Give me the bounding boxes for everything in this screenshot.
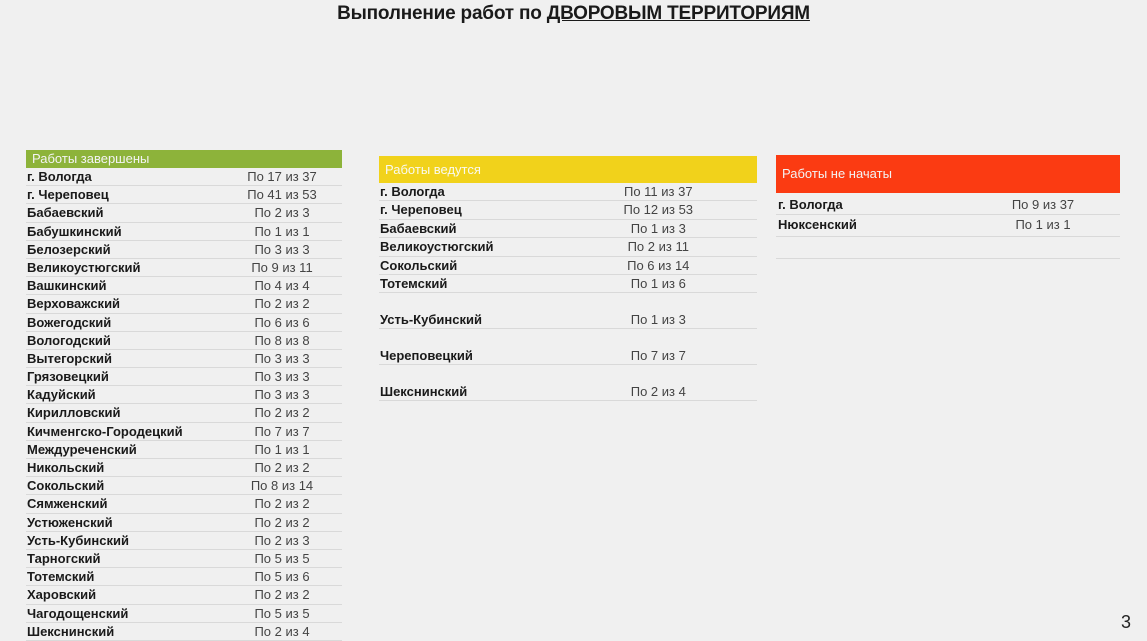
progress-value: По 7 из 7: [630, 348, 686, 364]
progress-value: По 2 из 4: [630, 384, 686, 400]
table-row: [26, 223, 342, 241]
table-row: [26, 259, 342, 277]
progress-value: По 5 из 6: [254, 569, 310, 585]
progress-value: По 3 из 3: [254, 241, 310, 257]
table-row: [26, 605, 342, 623]
progress-value: По 3 из 3: [254, 350, 310, 366]
table-row: [26, 386, 342, 404]
table-row: [379, 220, 757, 238]
table-row: [26, 350, 342, 368]
district-name: Вологодский: [27, 332, 111, 348]
progress-value: По 2 из 2: [254, 587, 310, 603]
district-name: Великоустюгский: [27, 259, 141, 275]
district-name: Вожегодский: [27, 314, 112, 330]
progress-value: По 5 из 5: [254, 550, 310, 566]
not-started-rows: [776, 193, 1120, 259]
table-row: [26, 332, 342, 350]
table-row: [26, 404, 342, 422]
district-name: Тотемский: [27, 569, 95, 585]
title-prefix: Выполнение работ по: [337, 3, 547, 24]
table-row: [379, 183, 757, 201]
table-row: [26, 441, 342, 459]
progress-value: По 9 из 11: [251, 259, 313, 275]
district-name: Устюженский: [27, 514, 113, 530]
progress-value: По 4 из 4: [254, 278, 310, 294]
progress-value: По 3 из 3: [254, 387, 310, 403]
completed-rows: [26, 168, 342, 641]
progress-value: По 2 из 2: [254, 514, 310, 530]
progress-value: По 6 из 6: [254, 314, 310, 330]
in-progress-header: Работы ведутся: [379, 156, 757, 183]
progress-value: По 1 из 3: [630, 312, 686, 328]
district-name: Шекснинский: [380, 384, 468, 400]
progress-value: По 2 из 4: [254, 623, 310, 639]
progress-value: По 1 из 3: [630, 220, 686, 236]
district-name: Верховажский: [27, 296, 121, 312]
district-name: Тотемский: [380, 275, 448, 291]
progress-value: По 2 из 3: [254, 205, 310, 221]
district-name: Череповецкий: [380, 348, 473, 364]
district-name: Усть-Кубинский: [27, 532, 129, 548]
table-row: [26, 459, 342, 477]
district-name: Сокольский: [27, 478, 105, 494]
table-row: [26, 241, 342, 259]
progress-value: По 8 из 8: [254, 332, 310, 348]
district-name: Бабаевский: [380, 220, 457, 236]
district-name: г. Череповец: [380, 202, 462, 218]
table-row: [26, 514, 342, 532]
progress-value: По 41 из 53: [247, 187, 317, 203]
district-name: г. Вологда: [778, 197, 843, 212]
table-row: [379, 201, 757, 219]
district-name: Чагодощенский: [27, 605, 129, 621]
table-row: [379, 275, 757, 293]
district-name: Кирилловский: [27, 405, 121, 421]
table-row: [26, 186, 342, 204]
district-name: г. Вологда: [27, 169, 92, 184]
district-name: Нюксенский: [778, 217, 857, 232]
table-row: [26, 623, 342, 641]
not-started-header: Работы не начаты: [776, 155, 1120, 193]
district-name: Кичменгско-Городецкий: [27, 423, 183, 439]
table-row: [26, 477, 342, 495]
district-name: Вашкинский: [27, 278, 107, 294]
district-name: Сокольский: [380, 257, 458, 273]
in-progress-panel: [379, 156, 757, 401]
progress-value: По 3 из 3: [254, 369, 310, 385]
progress-value: По 7 из 7: [254, 423, 310, 439]
progress-value: По 1 из 6: [630, 275, 686, 291]
district-name: Сямженский: [27, 496, 108, 512]
progress-value: По 2 из 2: [254, 296, 310, 312]
district-name: Междуреченский: [27, 441, 137, 457]
district-name: Усть-Кубинский: [380, 312, 482, 328]
district-name: г. Вологда: [380, 184, 445, 199]
progress-value: По 6 из 14: [627, 257, 690, 273]
progress-value: По 8 из 14: [250, 478, 314, 494]
table-row: [379, 329, 757, 365]
table-row: [26, 568, 342, 586]
not-started-panel: [776, 155, 1120, 259]
district-name: Вытегорский: [27, 350, 112, 366]
completed-header: Работы завершены: [26, 150, 342, 168]
in-progress-rows: [379, 183, 757, 401]
district-name: Харовский: [27, 587, 97, 603]
progress-value: По 2 из 11: [627, 239, 689, 255]
table-row: [26, 495, 342, 513]
district-name: Кадуйский: [27, 387, 96, 403]
progress-value: По 2 из 3: [254, 532, 310, 548]
table-row: [26, 168, 342, 186]
table-row: [379, 365, 757, 401]
table-row: [26, 550, 342, 568]
table-row: [26, 314, 342, 332]
district-name: Бабаевский: [27, 205, 104, 221]
progress-value: По 11 из 37: [623, 184, 693, 199]
progress-value: По 1 из 1: [254, 223, 310, 239]
table-row: [26, 368, 342, 386]
progress-value: По 2 из 2: [254, 460, 310, 475]
table-row: [26, 532, 342, 550]
progress-value: По 1 из 1: [1015, 217, 1071, 232]
table-row: [26, 295, 342, 313]
progress-value: По 12 из 53: [623, 202, 694, 218]
progress-value: По 2 из 2: [254, 405, 310, 421]
district-name: г. Череповец: [27, 187, 109, 203]
progress-value: По 9 из 37: [1011, 197, 1075, 212]
table-row: [379, 293, 757, 329]
table-row: [26, 586, 342, 604]
table-row: [26, 277, 342, 295]
table-row: [776, 215, 1120, 237]
district-name: Белозерский: [27, 241, 111, 257]
table-row: [26, 204, 342, 222]
page-number: 3: [1120, 612, 1131, 632]
title-emphasis: ДВОРОВЫМ ТЕРРИТОРИЯМ: [546, 3, 810, 24]
district-name: Шекснинский: [27, 623, 115, 639]
table-row: [26, 423, 342, 441]
district-name: Бабушкинский: [27, 223, 122, 239]
progress-value: По 2 из 2: [254, 496, 310, 512]
table-row: [379, 257, 757, 275]
empty-row: [776, 237, 1120, 259]
district-name: Грязовецкий: [27, 369, 109, 385]
progress-value: По 1 из 1: [254, 441, 310, 457]
page-title: [0, 0, 1147, 28]
progress-value: По 5 из 5: [254, 605, 310, 621]
district-name: Никольский: [27, 460, 105, 475]
district-name: Великоустюгский: [380, 239, 494, 255]
progress-value: По 17 из 37: [247, 169, 317, 184]
district-name: Тарногский: [27, 550, 101, 566]
table-row: [379, 238, 757, 256]
completed-panel: [26, 150, 342, 641]
table-row: [776, 193, 1120, 215]
